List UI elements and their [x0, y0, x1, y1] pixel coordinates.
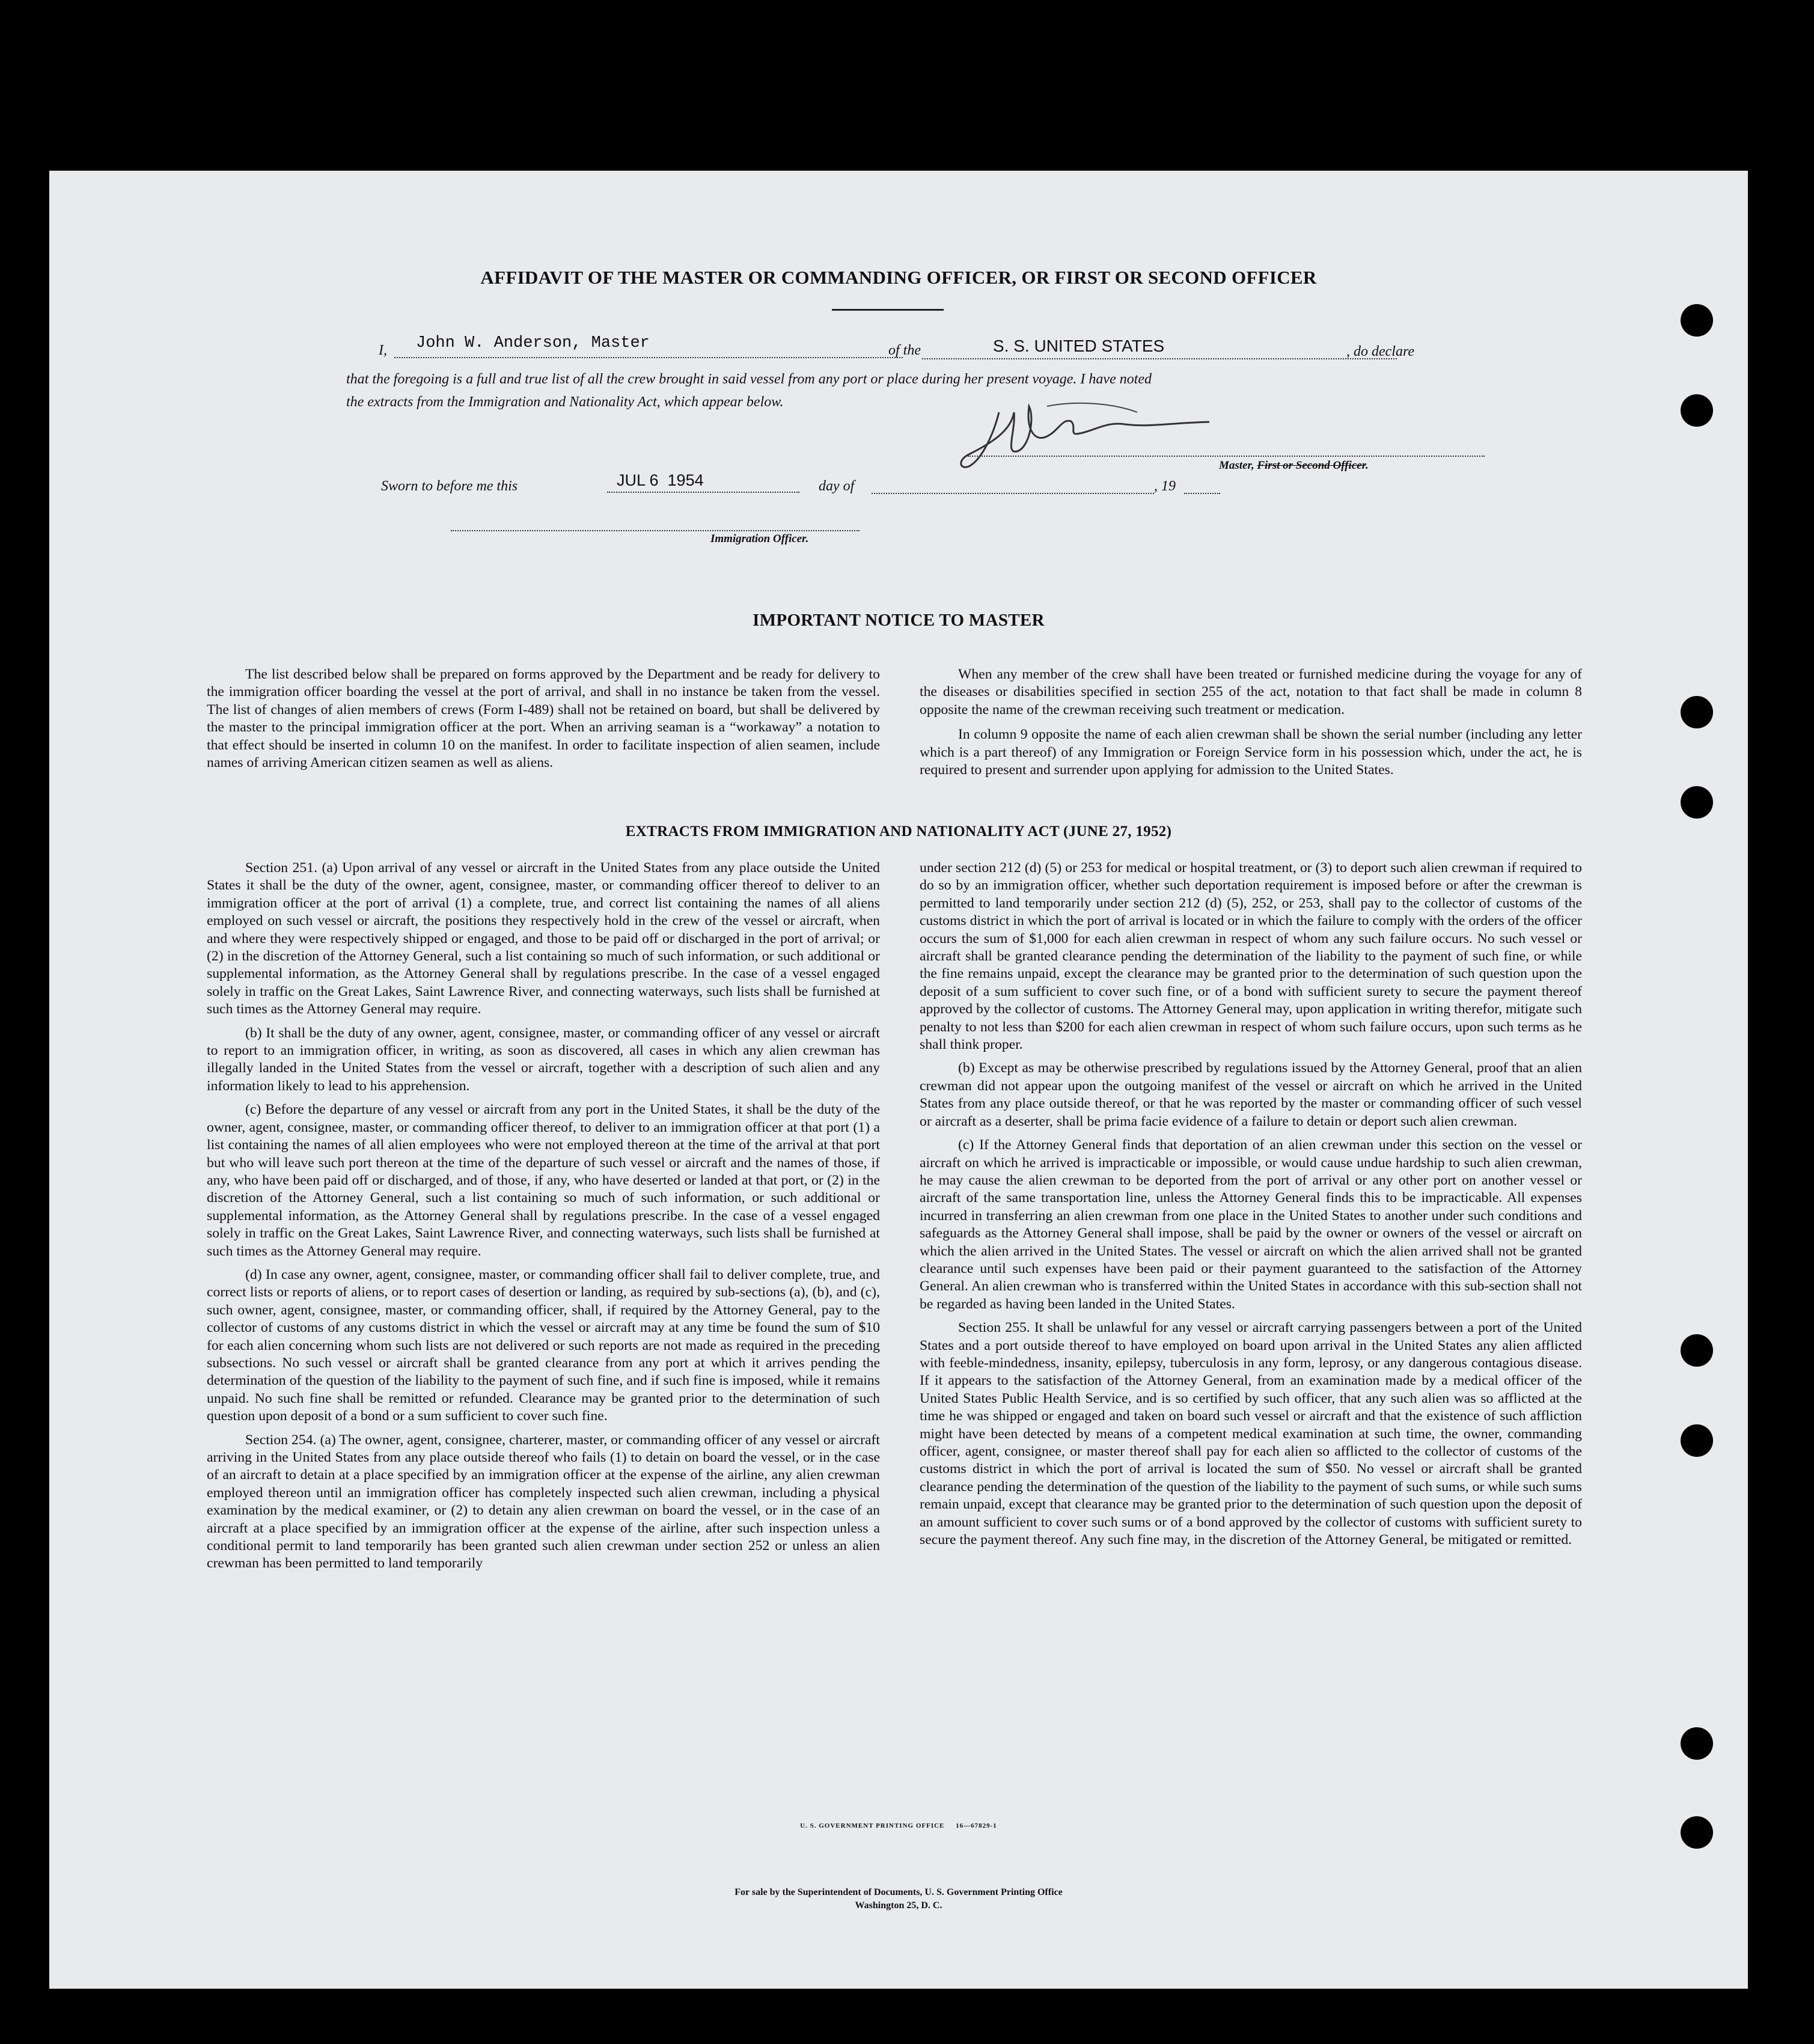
notice-left-paragraph: The list described below shall be prepared on forms approved by the Department and be ready for delivery to the immigration officer boarding the vessel at the port of arrival, and shall in no instance be taken from the vessel. The list of changes of alien members of crews (Form I-489) shall not be retained on board, but shall be delivered by the master to the principal immigration officer at the port. When an arriving seaman is a “workaway” a notation to that effect should be inserted in column 10 on the manifest. In order to facilitate inspection of alien seamen, include names of arriving American citizen seamen as well as aliens. [207, 667, 880, 771]
master-signature [957, 394, 1257, 478]
sworn-date-line [607, 492, 799, 493]
master-name-field: John W. Anderson, Master [416, 334, 650, 352]
punch-hole [1681, 304, 1713, 337]
year-label: , 19 [1154, 478, 1176, 494]
i-label: I, [379, 343, 387, 358]
act-paragraph: Section 254. (a) The owner, agent, consignee, charterer, master, or commanding officer of any vessel or aircraft arriving in the United States from any place outside thereof who fails (1) to detain on board the vessel, or in the case of an aircraft to detain at a place specified by an immigration officer at the expense of the airline, any alien crewman employed thereon until an immigration officer has completely inspected such alien crewman, including a physical examination by the medical examiner, or (2) to detain any alien crewman on board the vessel, or in the case of an aircraft at a place specified by an immigration officer at the expense of the airline, after such inspection unless a conditional permit to land temporarily has been granted such alien crewman under section 252 or unless an alien crewman has been permitted to land temporarily [207, 1432, 880, 1572]
notice-heading: IMPORTANT NOTICE TO MASTER [753, 611, 1045, 630]
notice-right-paragraph: In column 9 opposite the name of each alien crewman shall be shown the serial number (including any letter which is a part thereof) of any Immigration or Foreign Service form in his possession which, under the act, he is required to present and surrender upon applying for admission to the United States. [920, 727, 1582, 778]
act-paragraph: Section 255. It shall be unlawful for any vessel or aircraft carrying passengers between a port of the United States and a port outside thereof to have employed on board upon arrival in the United States any alien afflicted with feeble-mindedness, insanity, epilepsy, tuberculosis in any form, leprosy, or any dangerous contagious disease. If it appears to the satisfaction of the Attorney General, from an examination made by a medical officer of the United States Public Health Service, and is so certified by such officer, that any such alien was so afflicted at the time he was shipped or engaged and taken on board such vessel or aircraft and that the existence of such affliction might have been detected by means of a competent medical examination at such time, the owner, commanding officer, agent, consignee, or master thereof shall pay for each alien so afflicted to the collector of customs of the customs district in which the port of arrival is located the sum of $50. No vessel or aircraft shall be granted clearance pending the determination of the question of the liability to the payment of such sums, or while such sums remain unpaid, except that clearance may be granted prior to the determination of such question upon the deposit of an amount sufficient to cover such sums or of a bond approved by the collector of customs with sufficient surety to secure the payment thereof. Any such fine may, in the discretion of the Attorney General, be mitigated or remitted. [920, 1320, 1582, 1548]
signature-caption-struck: First or Second Officer [1257, 459, 1366, 472]
extracts-heading: EXTRACTS FROM IMMIGRATION AND NATIONALITY ACT (JUNE 27, 1952) [625, 823, 1172, 840]
printing-office-mark: U. S. GOVERNMENT PRINTING OFFICE 16—67829-1 [800, 1822, 997, 1829]
act-paragraph: (c) If the Attorney General finds that deportation of an alien crewman under this section on the vessel or aircraft on which he arrived is impracticable or impossible, or would cause undue hardship to such alien crewman, he may cause the alien crewman to be deported from the port of arrival or any other port on another vessel or aircraft of the same transportation line, unless the Attorney General finds this to be impracticable. All expenses incurred in transferring an alien crewman from one place in the United States to another under such conditions and safeguards as the Attorney General shall impose, shall be paid by the owner or owners of the vessel or aircraft on which the alien arrived in the United States. The vessel or aircraft on which the alien arrived shall not be granted clearance until such expenses have been paid or their payment guaranteed to the satisfaction of the Attorney General. An alien crewman who is transferred within the United States in accordance with this sub-section shall not be regarded as having been landed in the United States. [920, 1137, 1582, 1312]
heading-rule [832, 309, 944, 311]
footer-line-1: For sale by the Superintendent of Documents, U. S. Government Printing Office [734, 1887, 1063, 1897]
extracts-right-column [920, 859, 1582, 1549]
of-the-label: of the [888, 343, 921, 358]
act-paragraph: (c) Before the departure of any vessel or aircraft from any port in the United States, it shall be the duty of the owner, agent, consignee, master, or commanding officer thereof, to deliver to an immigration officer at that port (1) a list containing the names of all alien employees who were not employed thereon at the time of the arrival at that port but who will leave such port thereon at the time of the departure of such vessel or aircraft and the names of those, if any, who have been paid off or discharged, and of those, if any, who have deserted or landed at that port, or (2) in the discretion of the Attorney General, such a list containing so much of such information, or such additional or supplemental information, as the Attorney General shall by regulations prescribe. In the case of a vessel engaged solely in traffic on the Great Lakes, Saint Lawrence River, and connecting waterways, such lists shall be furnished at such times as the Attorney General may require. [207, 1102, 880, 1259]
immigration-officer-caption: Immigration Officer. [710, 532, 809, 545]
act-paragraph: (b) Except as may be otherwise prescribed by regulations issued by the Attorney General, proof that an alien crewman did not appear upon the outgoing manifest of the vessel or aircraft on which he arrived in the United States from any place outside thereof, or that he was reported by the master or commanding officer of such vessel or aircraft as a deserter, shall be prima facie evidence of a failure to detain or deport such alien crewman. [920, 1060, 1582, 1129]
act-paragraph: (b) It shall be the duty of any owner, agent, consignee, master, or commanding officer of any vessel or aircraft to report to an immigration officer, in writing, as soon as discovered, all cases in which any alien crewman has illegally landed in the United States from the vessel or aircraft, together with a description of such alien and any information likely to lead to his apprehension. [207, 1025, 880, 1094]
month-line [872, 493, 1154, 494]
notice-left-column [207, 666, 880, 772]
declaration-line-1: that the foregoing is a full and true list of all the crew brought in said vessel from any port or place during her present voyage. I have noted [346, 371, 1152, 387]
punch-hole [1681, 394, 1713, 427]
signature-caption-suffix: . [1366, 459, 1369, 472]
punch-hole [1681, 786, 1713, 819]
act-paragraph: (d) In case any owner, agent, consignee, master, or commanding officer shall fail to deliver complete, true, and correct lists or reports of aliens, or to report cases of desertion or landing, as required by sub-sections (a), (b), and (c), such owner, agent, consignee, master, or commanding officer, shall, if required by the Attorney General, pay to the collector of customs of any customs district in which the vessel or aircraft may at any time be found the sum of $10 for each alien concerning whom such lists are not delivered or such reports are not made as required in the preceding subsections. No such vessel or aircraft shall be granted clearance from any port at which it arrives pending the determination of the question of the liability to the payment of such fine, and if such fine is imposed, while it remains unpaid. No such fine shall be remitted or refunded. Clearance may be granted prior to the determination of such question upon deposit of a bond or a sum sufficient to cover such fine. [207, 1266, 880, 1424]
sworn-date-stamp: JUL 6 1954 [617, 471, 704, 489]
punch-hole [1681, 1334, 1713, 1367]
signature-caption-prefix: Master, [1219, 459, 1257, 472]
year-line [1184, 493, 1220, 494]
signature-line [968, 456, 1485, 457]
punch-hole [1681, 1424, 1713, 1457]
footer-line-2: Washington 25, D. C. [855, 1900, 942, 1911]
signature-caption [1219, 459, 1369, 472]
extracts-left-column [207, 859, 880, 1573]
act-paragraph: Section 251. (a) Upon arrival of any vessel or aircraft in the United States from any place outside the United States it shall be the duty of the owner, agent, consignee, master, or commanding officer thereof to deliver to an immigration officer at the port of arrival (1) a complete, true, and correct list containing the names of all aliens employed on such vessel or aircraft, the positions they respectively hold in the crew of the vessel or aircraft, when and where they were respectively shipped or engaged, and those to be paid off or discharged in the port of arrival; or (2) in the discretion of the Attorney General, such a list containing so much of such information, or such additional or supplemental information, as the Attorney General shall by regulations prescribe. In the case of a vessel engaged solely in traffic on the Great Lakes, Saint Lawrence River, and connecting waterways, such lists shall be furnished at such times as the Attorney General may require. [207, 860, 880, 1017]
immigration-officer-line [451, 530, 860, 531]
do-declare-label: , do declare [1346, 344, 1415, 359]
manifest-page [49, 171, 1748, 1989]
punch-hole [1681, 1727, 1713, 1760]
sworn-label: Sworn to before me this [381, 478, 518, 494]
vessel-name-field: S. S. UNITED STATES [993, 337, 1165, 355]
notice-right-column [920, 666, 1582, 779]
punch-hole [1681, 696, 1713, 728]
declaration-line-2: the extracts from the Immigration and Nationality Act, which appear below. [346, 394, 784, 410]
act-paragraph-continuation: under section 212 (d) (5) or 253 for medical or hospital treatment, or (3) to deport such alien crewman if required to do so by an immigration officer, whether such deportation requirement is imposed before or after the crewman is permitted to land temporarily under section 212 (d) (5), 252, or 253, shall pay to the collector of customs of the customs district in which the port of arrival is located or in which the failure to comply with the orders of the officer occurs the sum of $1,000 for each alien crewman in respect of whom any such failure occurs. No such vessel or aircraft shall be granted clearance pending the determination of the liability to the payment of such fine, or while the fine remains unpaid, except the clearance may be granted prior to the determination of such question upon the deposit of a sum sufficient to cover such fine, or of a bond with sufficient surety to secure the payment thereof approved by the collector of customs. The Attorney General may, upon application in writing therefor, mitigate such penalty to not less than $200 for each alien crewman in respect of whom such failure occurs, upon such terms as he shall think proper. [920, 860, 1582, 1053]
master-name-line [394, 357, 903, 358]
vessel-name-line [922, 358, 1397, 359]
notice-right-paragraph: When any member of the crew shall have been treated or furnished medicine during the voyage for any of the diseases or disabilities specified in section 255 of the act, notation to that fact shall be made in column 8 opposite the name of the crewman receiving such treatment or medication. [920, 667, 1582, 718]
day-of-label: day of [819, 478, 855, 494]
punch-hole [1681, 1816, 1713, 1849]
affidavit-heading: AFFIDAVIT OF THE MASTER OR COMMANDING OFFICER, OR FIRST OR SECOND OFFICER [480, 267, 1317, 288]
